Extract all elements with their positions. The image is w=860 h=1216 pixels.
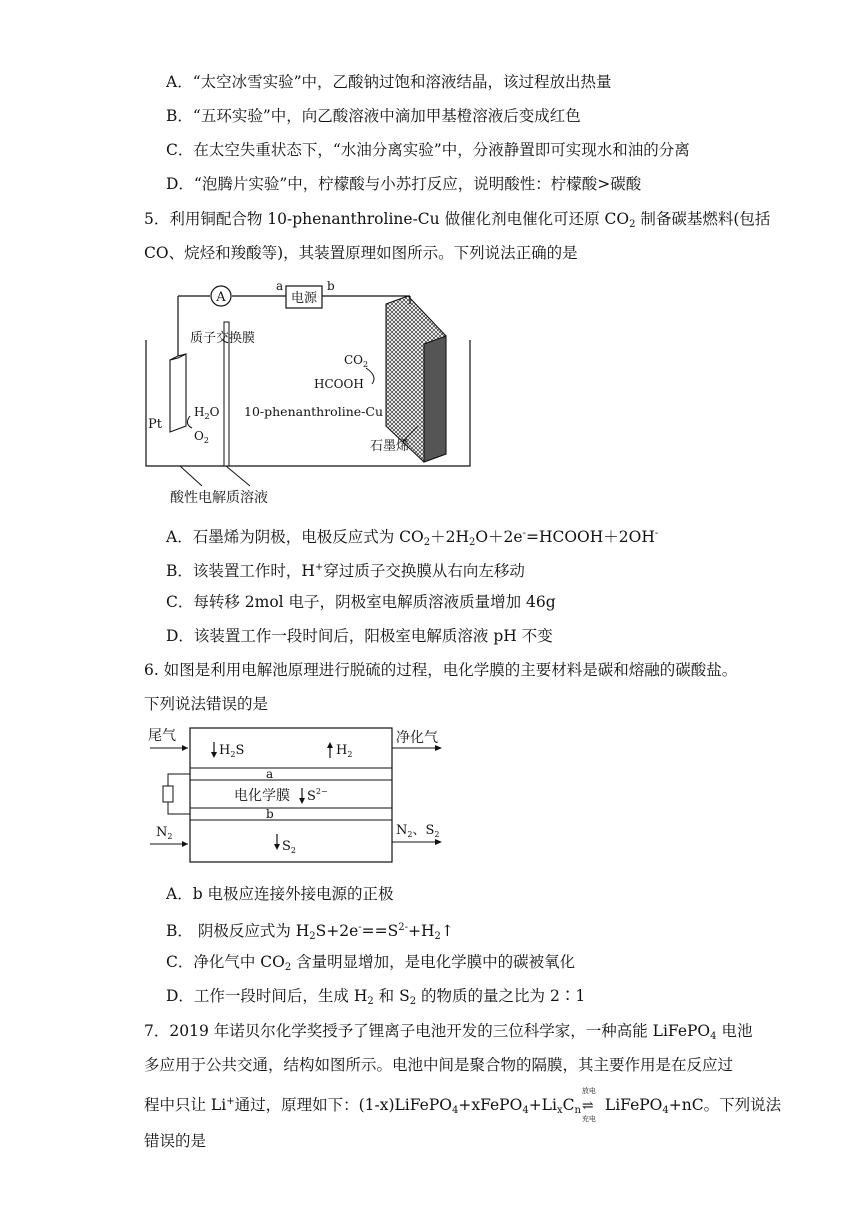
q5-option-a: A．石墨烯为阴极，电极反应式为 $CO_2+2H_2O+2e^-=HCOOH+2OH^-$ bbox=[166, 528, 659, 548]
q5-option-c: C．每转移 2mol 电子，阴极室电解质溶液质量增加 46g bbox=[166, 593, 556, 611]
q7-stem-line3: 程中只让 Li+通过，原理如下：$(1-x)LiFePO_4+xFePO_4+Li_xC_n$ 放电 ⇌ 充电 LiFePO$_4$+nC。下列说法 bbox=[144, 1087, 782, 1123]
svg-text:N2、S2: $N_2$、$S_2$ bbox=[396, 823, 440, 839]
q5-electrolysis-figure bbox=[140, 276, 480, 506]
svg-text:酸性电解质溶液: 酸性电解质溶液 bbox=[170, 490, 268, 506]
q5-stem-line1: 5．利用铜配合物 10-phenanthroline-Cu 做催化剂电催化可还原 $CO_2$ 制备碳基燃料(包括 bbox=[144, 210, 771, 230]
svg-text:b: b bbox=[327, 279, 335, 293]
q6-desulfurization-figure bbox=[144, 722, 454, 866]
q7-stem-line2: 多应用于公共交通，结构如图所示。电池中间是聚合物的隔膜，其主要作用是在反应过 bbox=[144, 1056, 734, 1074]
svg-text:10-phenanthroline-Cu: 10-phenanthroline-Cu bbox=[244, 404, 383, 419]
q5-option-b: B．该装置工作时，H+穿过质子交换膜从右向左移动 bbox=[166, 562, 525, 580]
q6-option-d: D．工作一段时间后，生成 $H_2$ 和 $S_2$ 的物质的量之比为 2∶1 bbox=[166, 987, 586, 1007]
svg-text:CO2: $CO_2$ bbox=[344, 353, 369, 369]
q4-option-c: C．在太空失重状态下，“水油分离实验”中，分液静置即可实现水和油的分离 bbox=[166, 141, 690, 159]
q6-stem-line2: 下列说法错误的是 bbox=[144, 695, 269, 713]
svg-text:电源: 电源 bbox=[290, 291, 318, 306]
q4-option-a: A．“太空冰雪实验”中，乙酸钠过饱和溶液结晶，该过程放出热量 bbox=[166, 73, 612, 91]
svg-text:a: a bbox=[276, 279, 284, 293]
q5-stem-line2: CO、烷烃和羧酸等)，其装置原理如图所示。下列说法正确的是 bbox=[144, 244, 578, 262]
q6-option-b: B． 阴极反应式为 $H_2S+2e^-==S^{2-}+H_2↑$ bbox=[166, 922, 454, 942]
q6-option-c: C．净化气中 $CO_2$ 含量明显增加，是电化学膜中的碳被氧化 bbox=[166, 953, 576, 973]
svg-text:质子交换膜: 质子交换膜 bbox=[190, 331, 256, 346]
reversible-arrow: 放电 ⇌ 充电 bbox=[581, 1087, 596, 1123]
svg-text:N2: $N_2$ bbox=[156, 825, 173, 841]
svg-text:H2: $H_2$ bbox=[336, 743, 353, 759]
q5-option-d: D．该装置工作一段时间后，阳极室电解质溶液 pH 不变 bbox=[166, 627, 553, 645]
svg-text:Pt: Pt bbox=[148, 417, 162, 432]
resistor-symbol bbox=[163, 786, 173, 802]
svg-text:H2S: $H_2S$ bbox=[219, 743, 245, 759]
q7-stem-line4: 错误的是 bbox=[144, 1132, 207, 1150]
svg-text:石墨烯: 石墨烯 bbox=[370, 439, 410, 454]
q4-option-d: D．“泡腾片实验”中，柠檬酸与小苏打反应，说明酸性：柠檬酸>碳酸 bbox=[166, 175, 642, 193]
svg-text:电化学膜: 电化学膜 bbox=[234, 788, 290, 804]
svg-text:a: a bbox=[266, 767, 274, 781]
svg-text:S2−: $S^{2-}$ bbox=[307, 787, 328, 804]
q6-option-a: A．b 电极应连接外接电源的正极 bbox=[166, 885, 394, 903]
svg-text:b: b bbox=[266, 807, 274, 821]
svg-text:尾气: 尾气 bbox=[148, 728, 176, 744]
pt-electrode bbox=[170, 354, 186, 432]
q6-stem-line1: 6. 如图是利用电解池原理进行脱硫的过程，电化学膜的主要材料是碳和熔融的碳酸盐。 bbox=[144, 661, 738, 679]
svg-text:O2: $O_2$ bbox=[194, 429, 209, 445]
svg-text:A: A bbox=[216, 290, 226, 305]
q7-stem-line1: 7．2019 年诺贝尔化学奖授予了锂离子电池开发的三位科学家，一种高能 LiFePO$_4$ 电池 bbox=[144, 1022, 753, 1042]
svg-text:S2: $S_2$ bbox=[282, 839, 296, 855]
q4-option-b: B．“五环实验”中，向乙酸溶液中滴加甲基橙溶液后变成红色 bbox=[166, 107, 581, 125]
svg-text:HCOOH: HCOOH bbox=[314, 377, 364, 391]
svg-text:净化气: 净化气 bbox=[396, 730, 438, 746]
svg-text:H2O: $H_2O$ bbox=[194, 405, 220, 421]
